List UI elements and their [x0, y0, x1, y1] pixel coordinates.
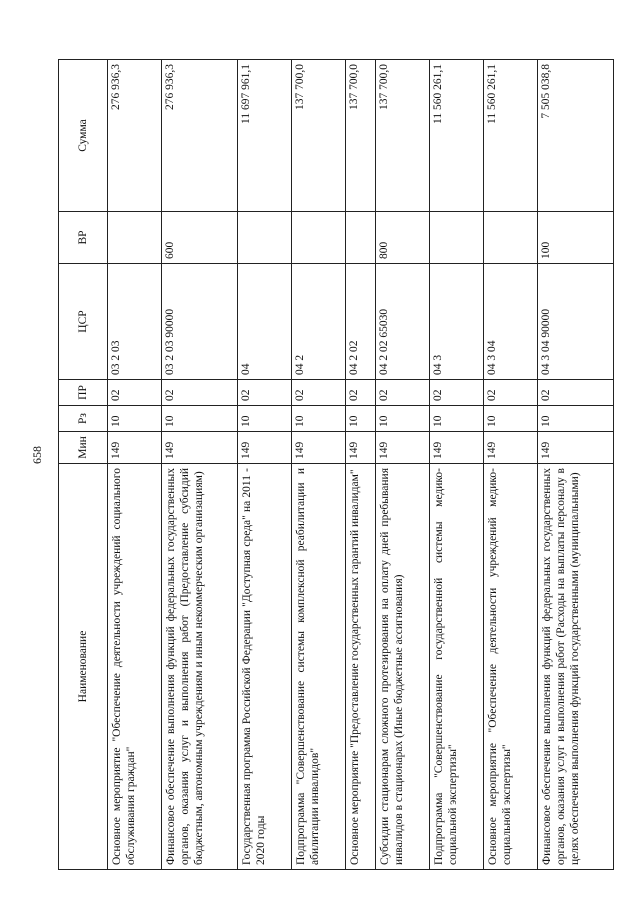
row-rz: 10 — [537, 406, 614, 432]
row-sum: 137 700,0 — [291, 60, 345, 212]
row-vr — [345, 212, 376, 264]
table-row — [238, 60, 292, 870]
row-vr — [430, 212, 484, 264]
row-rz: 10 — [238, 406, 292, 432]
row-sum: 11 697 961,1 — [238, 60, 292, 212]
row-min: 149 — [161, 432, 237, 464]
row-pr: 02 — [537, 380, 614, 406]
table-row — [161, 60, 237, 870]
row-name: Основное мероприятие "Предоставление государственных гарантий инвалидам" — [345, 464, 376, 870]
row-min: 149 — [238, 432, 292, 464]
row-min: 149 — [291, 432, 345, 464]
row-min: 149 — [376, 432, 430, 464]
row-vr: 600 — [161, 212, 237, 264]
table-row — [108, 60, 162, 870]
table-header-row — [59, 60, 108, 870]
budget-table — [58, 59, 614, 870]
row-name: Финансовое обеспечение выполнения функций федеральных государственных органов, оказания услуг и выполнения работ (Предоставление субсидий бюджетным, автономным учреждениям и иным некоммерческим организациям) — [161, 464, 237, 870]
header-csr: ЦСР — [59, 264, 108, 380]
row-name: Основное мероприятие "Обеспечение деятельности учреждений медико-социальной экспертизы" — [483, 464, 537, 870]
row-rz: 10 — [483, 406, 537, 432]
row-min: 149 — [430, 432, 484, 464]
row-pr: 02 — [376, 380, 430, 406]
row-rz: 10 — [291, 406, 345, 432]
row-csr: 04 2 02 65030 — [376, 264, 430, 380]
row-pr: 02 — [430, 380, 484, 406]
row-rz: 10 — [430, 406, 484, 432]
row-pr: 02 — [345, 380, 376, 406]
row-sum: 7 505 038,8 — [537, 60, 614, 212]
row-pr: 02 — [108, 380, 162, 406]
row-csr: 04 3 04 90000 — [537, 264, 614, 380]
row-vr — [108, 212, 162, 264]
row-rz: 10 — [108, 406, 162, 432]
row-pr: 02 — [161, 380, 237, 406]
row-vr: 800 — [376, 212, 430, 264]
row-pr: 02 — [291, 380, 345, 406]
row-pr: 02 — [483, 380, 537, 406]
row-sum: 276 936,3 — [108, 60, 162, 212]
row-sum: 276 936,3 — [161, 60, 237, 212]
row-min: 149 — [108, 432, 162, 464]
row-csr: 03 2 03 — [108, 264, 162, 380]
table-row — [376, 60, 430, 870]
header-name: Наименование — [59, 464, 108, 870]
row-min: 149 — [345, 432, 376, 464]
header-pr: ПР — [59, 380, 108, 406]
row-csr: 04 — [238, 264, 292, 380]
row-name: Государственная программа Российской Федерации "Доступная среда" на 2011 - 2020 годы — [238, 464, 292, 870]
row-csr: 04 2 — [291, 264, 345, 380]
row-sum: 11 560 261,1 — [483, 60, 537, 212]
table-row — [345, 60, 376, 870]
row-sum: 137 700,0 — [345, 60, 376, 212]
row-rz: 10 — [376, 406, 430, 432]
row-sum: 137 700,0 — [376, 60, 430, 212]
row-min: 149 — [483, 432, 537, 464]
row-name: Основное мероприятие "Обеспечение деятельности учреждений социального обслуживания граждан" — [108, 464, 162, 870]
row-sum: 11 560 261,1 — [430, 60, 484, 212]
row-rz: 10 — [161, 406, 237, 432]
page-number: 658 — [30, 446, 44, 464]
row-csr: 03 2 03 90000 — [161, 264, 237, 380]
row-name: Финансовое обеспечение выполнения функций федеральных государственных органов, оказания услуг и выполнения работ (Расходы на выплаты персоналу в целях обеспечения выполнения функций государственными (муниципальными) — [537, 464, 614, 870]
row-rz: 10 — [345, 406, 376, 432]
row-csr: 04 2 02 — [345, 264, 376, 380]
header-sum: Сумма — [59, 60, 108, 212]
rotated-page-content — [58, 60, 614, 870]
table-row — [291, 60, 345, 870]
row-name: Субсидии стационарам сложного протезирования на оплату дней пребывания инвалидов в стационарах (Иные бюджетные ассигнования) — [376, 464, 430, 870]
table-row — [430, 60, 484, 870]
row-vr — [291, 212, 345, 264]
header-rz: Рз — [59, 406, 108, 432]
row-csr: 04 3 — [430, 264, 484, 380]
header-vr: ВР — [59, 212, 108, 264]
row-vr: 100 — [537, 212, 614, 264]
row-min: 149 — [537, 432, 614, 464]
row-name: Подпрограмма "Совершенствование государственной системы медико-социальной экспертизы" — [430, 464, 484, 870]
row-pr: 02 — [238, 380, 292, 406]
row-name: Подпрограмма "Совершенствование системы комплексной реабилитации и абилитации инвалидов" — [291, 464, 345, 870]
row-vr — [483, 212, 537, 264]
table-row — [537, 60, 614, 870]
row-vr — [238, 212, 292, 264]
header-min: Мин — [59, 432, 108, 464]
row-csr: 04 3 04 — [483, 264, 537, 380]
table-row — [483, 60, 537, 870]
